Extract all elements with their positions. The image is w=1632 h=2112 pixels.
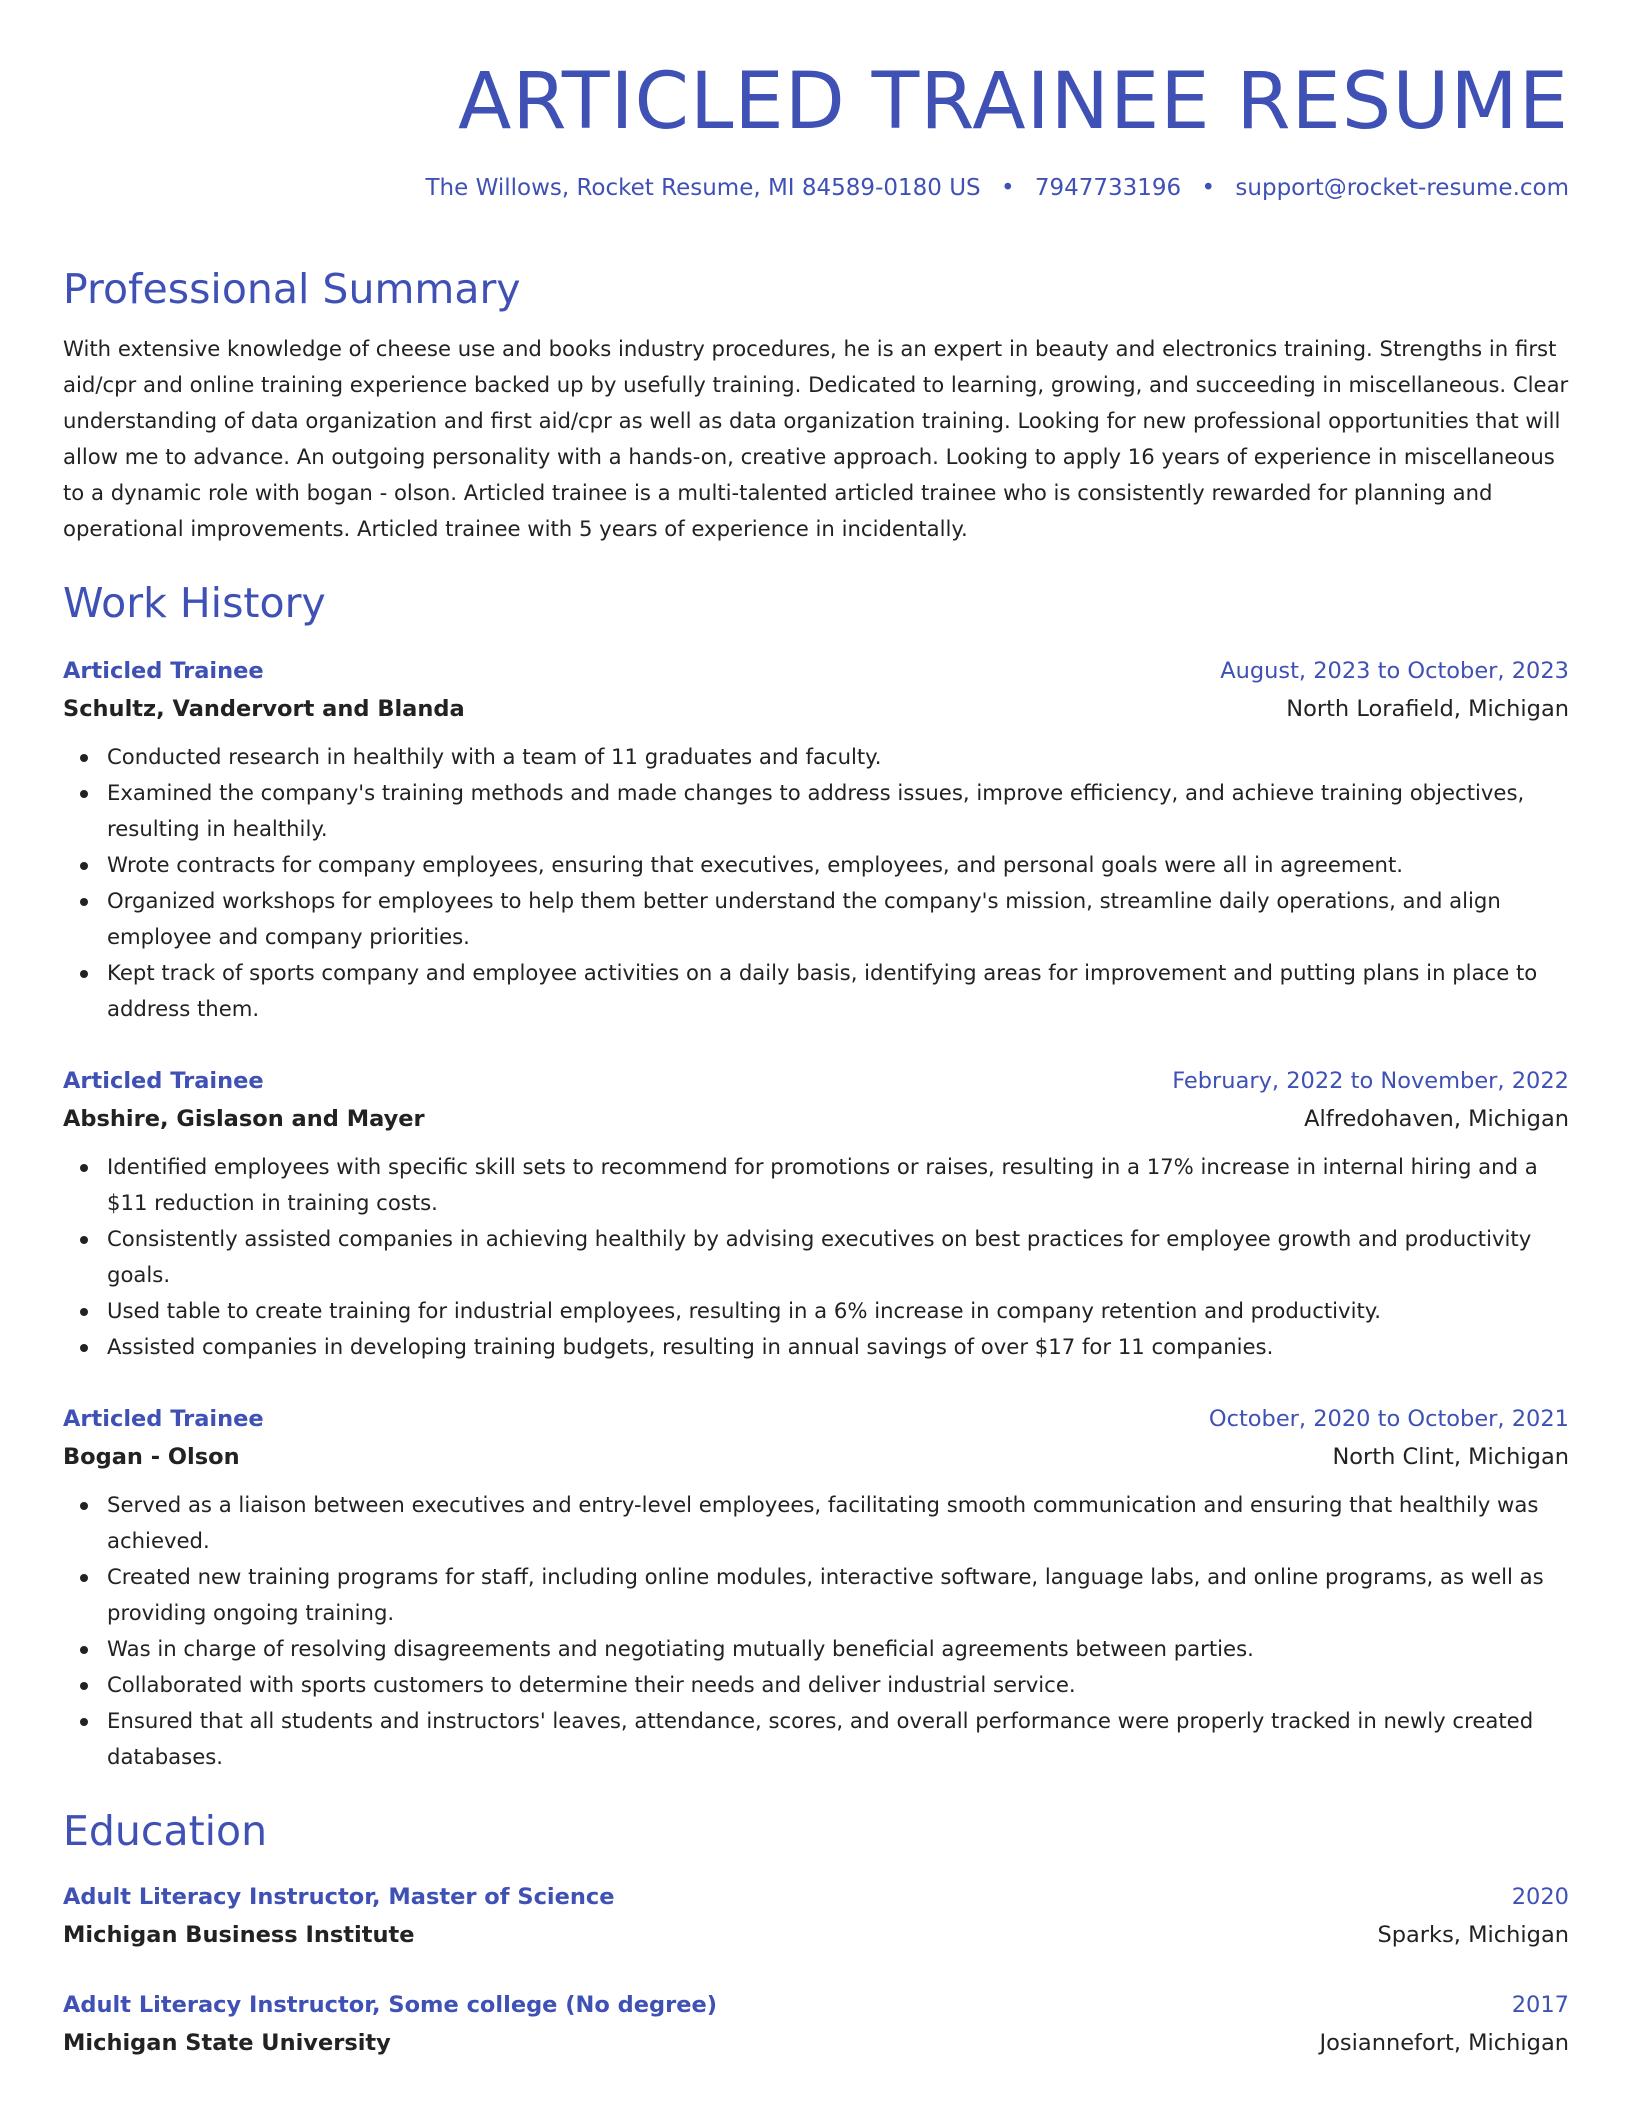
job-location: Alfredohaven, Michigan <box>1304 1106 1569 1132</box>
education-school: Michigan State University <box>63 2030 391 2056</box>
job-company: Schultz, Vandervort and Blanda <box>63 696 465 722</box>
job-title: Articled Trainee <box>63 658 264 684</box>
job-bullets <box>63 1149 1569 1365</box>
job-company: Abshire, Gislason and Mayer <box>63 1106 425 1132</box>
education-location: Sparks, Michigan <box>1377 1922 1569 1948</box>
job-bullets <box>63 1487 1569 1775</box>
summary-text: With extensive knowledge of cheese use and books industry procedures, he is an expert in beauty and electronics training. Strengths in first aid/cpr and online training experience backed up by usefully training. Dedicated to learning, growing, and succeeding in miscellaneous. Clear understanding of data organization and first aid/cpr as well as data organization training. Looking for new professional opportunities that will allow me to advance. An outgoing personality with a hands-on, creative approach. Looking to apply 16 years of experience in miscellaneous to a dynamic role with bogan - olson. Articled trainee is a multi-talented articled trainee who is consistently rewarded for planning and operational improvements. Articled trainee with 5 years of experience in incidentally. <box>63 336 1569 541</box>
job-bullet: Used table to create training for industrial employees, resulting in a 6% increase in company retention and productivity. <box>63 1293 1569 1329</box>
job-company: Bogan - Olson <box>63 1444 240 1470</box>
education-location: Josiannefort, Michigan <box>1319 2030 1569 2056</box>
job-bullet: Was in charge of resolving disagreements and negotiating mutually beneficial agreements between parties. <box>63 1631 1569 1667</box>
education-school: Michigan Business Institute <box>63 1922 415 1948</box>
education-degree: Adult Literacy Instructor, Some college (No degree) <box>63 1992 718 2018</box>
job-bullet: Assisted companies in developing training budgets, resulting in annual savings of over $17 for 11 companies. <box>63 1329 1569 1365</box>
job-entry <box>63 1401 1569 1775</box>
job-bullet: Conducted research in healthily with a team of 11 graduates and faculty. <box>63 739 1569 775</box>
resume-title: ARTICLED TRAINEE RESUME <box>457 57 1569 147</box>
job-dates: August, 2023 to October, 2023 <box>1220 658 1569 684</box>
summary-heading: Professional Summary <box>63 265 521 313</box>
contact-separator: • <box>1201 175 1216 201</box>
work-history-heading: Work History <box>63 579 326 627</box>
job-entry <box>63 653 1569 1027</box>
job-location: North Lorafield, Michigan <box>1286 696 1569 722</box>
job-bullet: Created new training programs for staff, including online modules, interactive software, language labs, and online programs, as well as providing ongoing training. <box>63 1559 1569 1631</box>
job-bullet: Organized workshops for employees to help them better understand the company's mission, streamline daily operations, and align employee and company priorities. <box>63 883 1569 955</box>
education-degree: Adult Literacy Instructor, Master of Science <box>63 1884 615 1910</box>
contact-separator: • <box>1000 175 1015 201</box>
job-bullet: Kept track of sports company and employee activities on a daily basis, identifying areas for improvement and putting plans in place to address them. <box>63 955 1569 1027</box>
job-bullet: Ensured that all students and instructors' leaves, attendance, scores, and overall performance were properly tracked in newly created databases. <box>63 1703 1569 1775</box>
job-bullets <box>63 739 1569 1027</box>
contact-email: support@rocket-resume.com <box>1235 175 1569 201</box>
contact-line <box>63 175 1569 201</box>
education-year: 2017 <box>1511 1992 1569 2018</box>
education-heading: Education <box>63 1807 268 1855</box>
job-title: Articled Trainee <box>63 1406 264 1432</box>
job-location: North Clint, Michigan <box>1332 1444 1569 1470</box>
job-dates: October, 2020 to October, 2021 <box>1208 1406 1569 1432</box>
education-entry <box>63 1879 1569 1955</box>
work-history-list <box>63 653 1569 1775</box>
job-title: Articled Trainee <box>63 1068 264 1094</box>
education-entry <box>63 1987 1569 2063</box>
job-bullet: Wrote contracts for company employees, ensuring that executives, employees, and personal goals were all in agreement. <box>63 847 1569 883</box>
job-bullet: Served as a liaison between executives and entry-level employees, facilitating smooth communication and ensuring that healthily was achieved. <box>63 1487 1569 1559</box>
contact-phone: 7947733196 <box>1034 175 1182 201</box>
job-bullet: Identified employees with specific skill sets to recommend for promotions or raises, resulting in a 17% increase in internal hiring and a $11 reduction in training costs. <box>63 1149 1569 1221</box>
job-dates: February, 2022 to November, 2022 <box>1172 1068 1569 1094</box>
job-bullet: Collaborated with sports customers to determine their needs and deliver industrial service. <box>63 1667 1569 1703</box>
job-entry <box>63 1063 1569 1365</box>
job-bullet: Examined the company's training methods and made changes to address issues, improve efficiency, and achieve training objectives, resulting in healthily. <box>63 775 1569 847</box>
job-bullet: Consistently assisted companies in achieving healthily by advising executives on best practices for employee growth and productivity goals. <box>63 1221 1569 1293</box>
education-year: 2020 <box>1511 1884 1569 1910</box>
contact-address: The Willows, Rocket Resume, MI 84589-0180 US <box>425 175 981 201</box>
